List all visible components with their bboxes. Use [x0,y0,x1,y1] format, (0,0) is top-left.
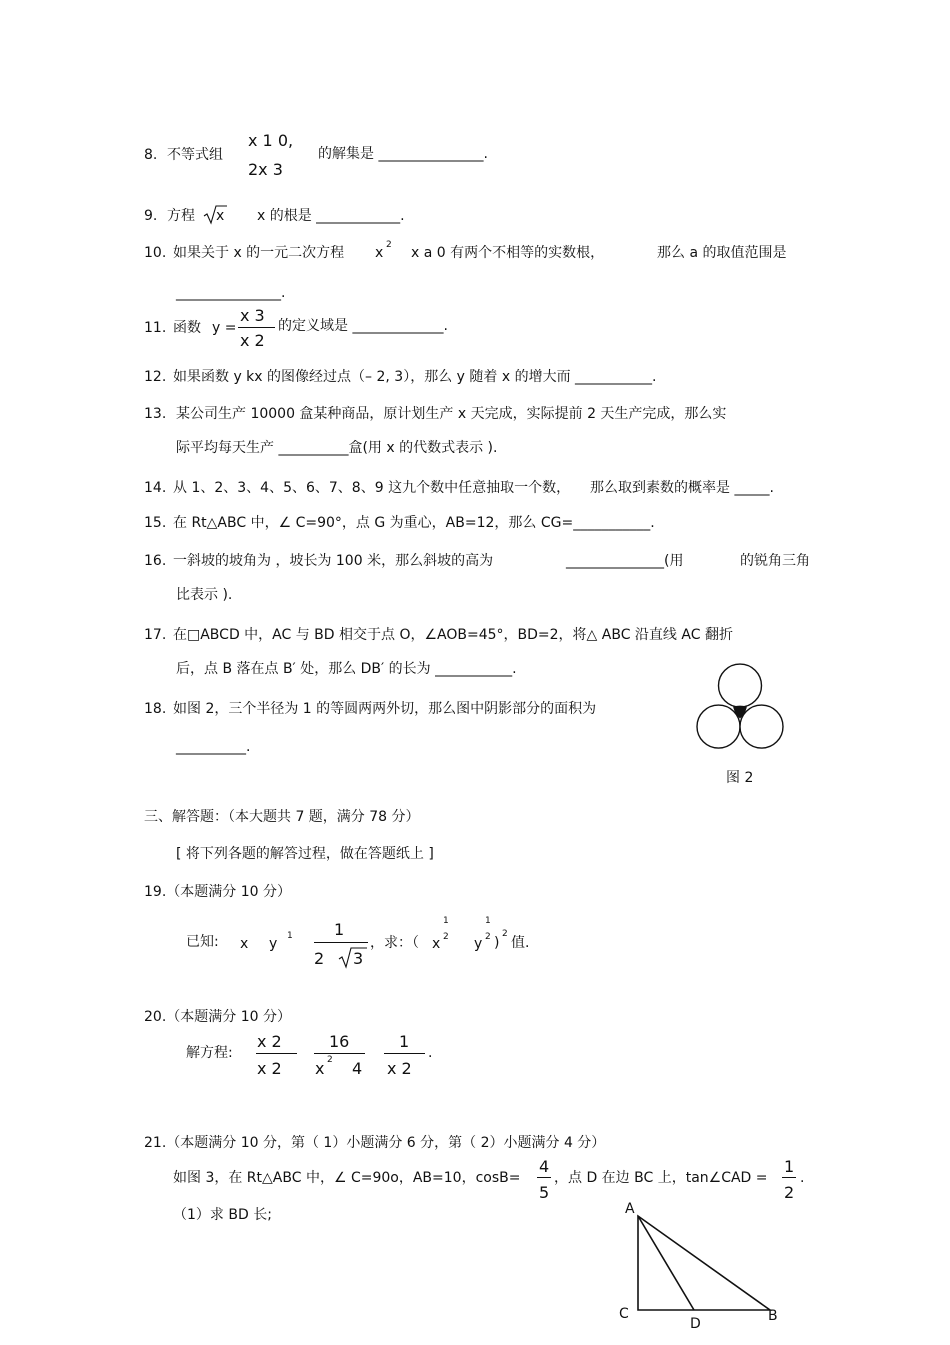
q21-line1-a: 如图 3，在 Rt△ABC 中，∠ C=90o，AB=10，cosB= [173,1170,521,1186]
q13-line1: 某公司生产 10000 盒某种商品，原计划生产 x 天完成，实际提前 2 天生产完成，那么实 [176,406,727,422]
q17-number: 17. [144,627,167,643]
figure-3-label-d: D [690,1316,701,1332]
q16-number: 16. [144,553,167,569]
q10-text: 如果关于 x 的一元二次方程 [173,245,345,261]
q20-f3-bar [384,1053,425,1054]
q12-number: 12. [144,369,167,385]
q20-period: . [428,1045,433,1061]
q10-tail: 那么 a 的取值范围是 [657,245,787,261]
q15-text: 在 Rt△ABC 中，∠ C=90°，点 G 为重心，AB=12，那么 CG=___________. [173,515,655,531]
q19-half-num-2: 1 [485,916,491,926]
q17-line2: 后，点 B 落在点 B′ 处，那么 DB′ 的长为 ___________. [176,661,517,677]
q19-frac-denom-2: 2 [314,949,325,968]
q11-fraction-bar [238,327,275,328]
q21-tan-denominator: 2 [784,1183,795,1202]
q19-known-label: 已知: [186,934,219,950]
q20-f2-denom-x: x [315,1059,325,1078]
q16-blank: ______________(用 [566,553,684,569]
figure-3-label-a: A [625,1201,635,1217]
q16-line1: 一斜坡的坡角为 ，坡长为 100 米，那么斜坡的高为 [173,553,494,569]
q21-cos-bar [537,1177,551,1178]
q21-cos-numerator: 4 [539,1157,550,1176]
q11-label: 函数 [173,320,201,336]
q20-label: 解方程: [186,1045,233,1061]
figure-3-label-b: B [768,1308,778,1324]
q11-tail: 的定义域是 _____________. [278,318,448,334]
section-3-note: [ 将下列各题的解答过程，做在答题纸上 ] [176,846,434,862]
q21-line1-b: ，点 D 在边 BC 上，tan∠CAD = [554,1170,768,1186]
q20-f2-numerator: 16 [329,1032,350,1051]
q20-f2-denom-rest: 4 [352,1059,363,1078]
q19-header: 19.（本题满分 10 分） [144,884,291,900]
q14-number: 14. [144,480,167,496]
q19-exponent-2: 2 [502,929,508,939]
q10-exponent: 2 [386,240,392,250]
q20-f1-denominator: x 2 [257,1059,282,1078]
circle-top [719,664,762,707]
q19-frac-denom-radicand: 3 [353,949,364,968]
q9-label: 方程 [167,208,195,224]
q16-line2: 比表示 ). [176,587,233,603]
section-3-title: 三、解答题：（本大题共 7 题，满分 78 分） [144,809,420,825]
q10-number: 10. [144,245,167,261]
q14-text: 从 1、2、3、4、5、6、7、8、9 这九个数中任意抽取一个数， [173,480,571,496]
q21-sub1: （1）求 BD 长; [173,1207,272,1223]
q10-x: x [375,245,384,261]
q10-answer-blank: _______________. [176,285,286,301]
q19-close-paren: ) [494,935,500,951]
q21-line1-end: . [800,1170,805,1186]
q11-numerator: x 3 [240,306,265,325]
figure-2-caption: 图 2 [726,770,754,786]
q20-f1-bar [256,1053,297,1054]
figure-2-three-circles [690,660,790,755]
q19-half-den-2: 2 [485,932,491,942]
q20-f3-numerator: 1 [399,1032,410,1051]
q18-line1: 如图 2，三个半径为 1 的等圆两两外切，那么图中阴影部分的面积为 [173,701,597,717]
q19-ask: ，求：（ [370,935,419,951]
q8-number: 8. [144,147,158,163]
q15-number: 15. [144,515,167,531]
q19-exponent: 1 [287,931,293,941]
q20-header: 20.（本题满分 10 分） [144,1009,291,1025]
q19-fraction-bar [314,942,368,943]
q18-answer-blank: __________. [176,739,251,755]
q14-tail: 那么取到素数的概率是 _____. [590,480,774,496]
q19-y: y [269,936,278,952]
q19-x2: x [432,936,441,952]
q20-f2-denom-exp: 2 [327,1055,333,1065]
q19-frac-numerator: 1 [334,920,345,939]
q11-number: 11. [144,320,167,336]
q17-line1: 在□ABCD 中，AC 与 BD 相交于点 O，∠AOB=45°，BD=2，将△ ABC 沿直线 AC 翻折 [173,627,733,643]
q9-number: 9. [144,208,158,224]
q21-cos-denominator: 5 [539,1183,550,1202]
q13-number: 13. [144,406,167,422]
q8-system-row2: 2x 3 [248,160,283,179]
q8-system-row1: x 1 0, [248,131,294,150]
q21-tan-bar [782,1177,796,1178]
q19-x: x [240,936,249,952]
segment-ad [638,1216,694,1310]
circle-bottom-right [740,705,783,748]
q19-half-num: 1 [443,916,449,926]
q19-half-den: 2 [443,932,449,942]
q18-number: 18. [144,701,167,717]
triangle-abc [638,1216,770,1310]
q20-f2-bar [314,1053,365,1054]
q19-y2: y [474,936,483,952]
q9-rest: x 的根是 ____________. [257,208,405,224]
q16-tail: 的锐角三角 [740,553,810,569]
q10-mid: x a 0 有两个不相等的实数根， [411,245,605,261]
q12-text: 如果函数 y kx 的图像经过点（– 2, 3），那么 y 随着 x 的增大而 ___________. [173,369,657,385]
q21-tan-numerator: 1 [784,1157,795,1176]
figure-3-triangle [630,1212,775,1312]
q8-tail: 的解集是 _______________. [318,146,488,162]
q21-header: 21.（本题满分 10 分，第（ 1）小题满分 6 分，第（ 2）小题满分 4 分） [144,1135,606,1151]
q20-f1-numerator: x 2 [257,1032,282,1051]
q9-radicand: x [216,208,225,224]
figure-3-label-c: C [619,1306,629,1322]
q11-y: y = [212,320,237,336]
q13-line2: 际平均每天生产 __________盒(用 x 的代数式表示 ). [176,440,498,456]
q20-f3-denominator: x 2 [387,1059,412,1078]
q8-label: 不等式组 [167,147,223,163]
q11-denominator: x 2 [240,331,265,350]
circle-bottom-left [697,705,740,748]
q19-value-word: 值. [511,935,530,951]
